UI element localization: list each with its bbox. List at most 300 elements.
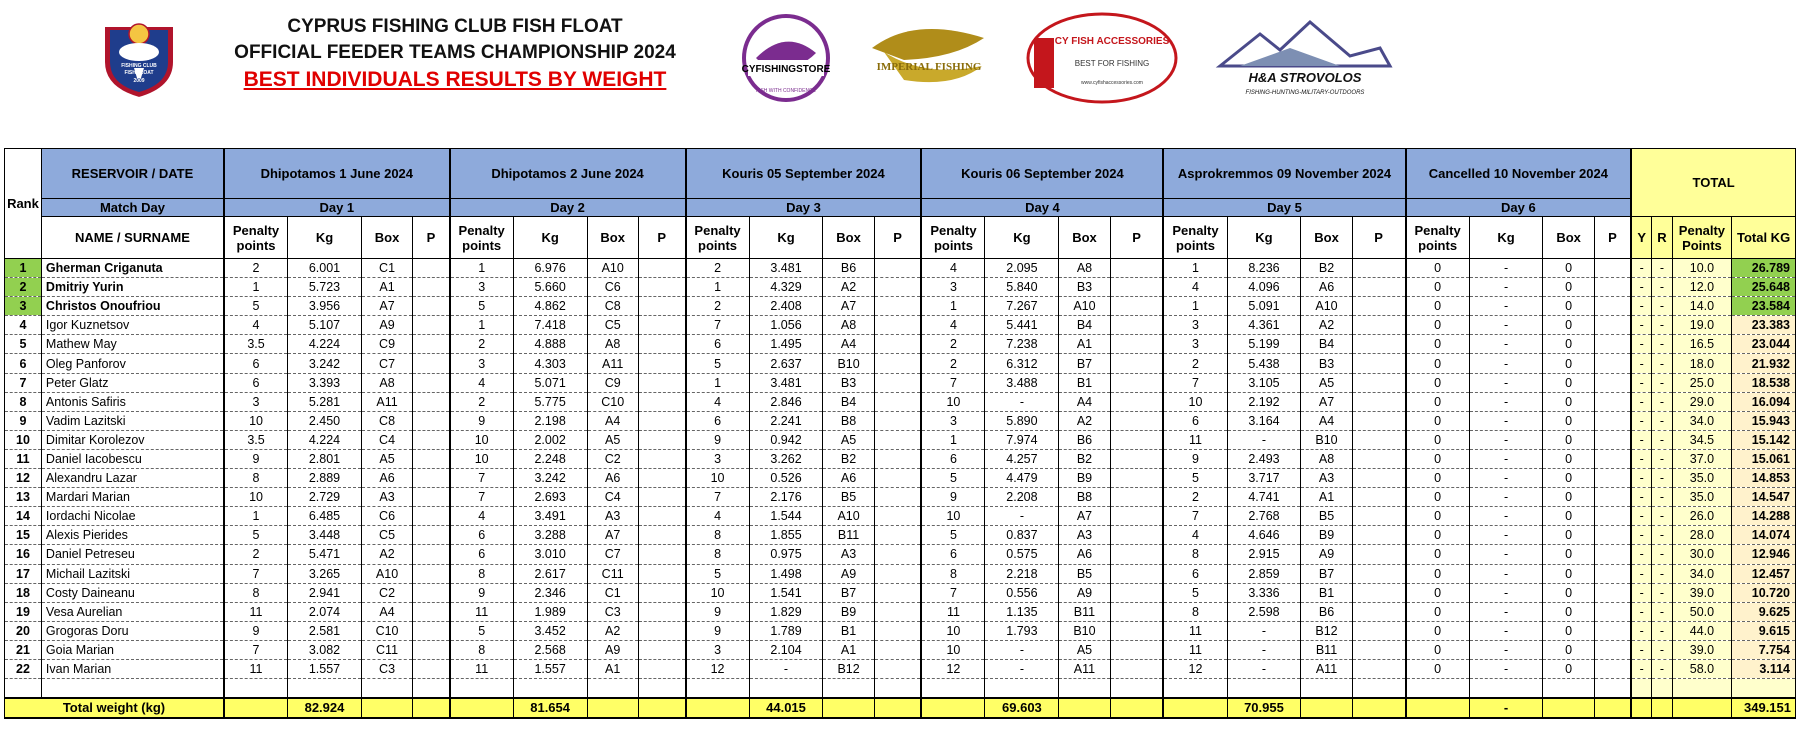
penalty-cell: 6 <box>686 335 750 354</box>
p-cell <box>638 526 685 545</box>
penalty-cell: 0 <box>1406 316 1470 335</box>
kg-cell: 2.598 <box>1227 602 1301 621</box>
penalty-cell: 7 <box>450 488 514 507</box>
p-cell <box>874 278 921 297</box>
box-cell: C4 <box>587 488 638 507</box>
footer-empty-cell <box>823 698 874 718</box>
penalty-cell: 2 <box>1163 488 1227 507</box>
day4-total-weight: 69.603 <box>985 698 1059 718</box>
rank-cell: 14 <box>5 507 42 526</box>
p-cell <box>638 373 685 392</box>
day5-penalty-header: Penalty points <box>1163 217 1227 259</box>
footer-empty-cell <box>1631 698 1652 718</box>
penalty-cell: 6 <box>921 545 985 564</box>
p-cell <box>413 354 450 373</box>
yellow-card-cell: - <box>1631 640 1652 659</box>
penalty-cell: 11 <box>224 602 288 621</box>
day6-kg-header: Kg <box>1469 217 1543 259</box>
p-cell <box>1352 545 1405 564</box>
kg-cell: 3.242 <box>513 469 587 488</box>
box-cell: A6 <box>1059 545 1110 564</box>
kg-cell: 2.002 <box>513 430 587 449</box>
red-card-cell: - <box>1652 488 1673 507</box>
penalty-cell: 11 <box>224 659 288 678</box>
kg-cell: 7.974 <box>985 430 1059 449</box>
box-cell: B7 <box>823 583 874 602</box>
total-weight-label: Total weight (kg) <box>5 698 224 718</box>
red-card-cell: - <box>1652 373 1673 392</box>
p-cell <box>1352 640 1405 659</box>
table-row <box>5 449 1796 468</box>
table-row <box>5 583 1796 602</box>
p-cell <box>1110 507 1163 526</box>
penalty-cell: 2 <box>1163 354 1227 373</box>
name-cell: Gherman Criganuta <box>41 259 224 278</box>
penalty-cell: 5 <box>1163 469 1227 488</box>
penalty-cell: 8 <box>1163 545 1227 564</box>
p-cell <box>413 373 450 392</box>
penalty-cell: 5 <box>1163 583 1227 602</box>
penalty-cell: 11 <box>1163 430 1227 449</box>
p-cell <box>413 583 450 602</box>
p-cell <box>1110 278 1163 297</box>
kg-cell: 5.723 <box>288 278 362 297</box>
box-cell: 0 <box>1543 621 1594 640</box>
box-cell: A8 <box>823 316 874 335</box>
penalty-cell: 0 <box>1406 564 1470 583</box>
day6-penalty-header: Penalty points <box>1406 217 1470 259</box>
p-cell <box>1594 507 1631 526</box>
penalty-cell: 10 <box>921 507 985 526</box>
day1-box-header: Box <box>361 217 412 259</box>
total-kg-cell: 23.383 <box>1732 316 1796 335</box>
kg-cell: 7.267 <box>985 297 1059 316</box>
total-penalty-cell: 19.0 <box>1672 316 1731 335</box>
rank-cell: 19 <box>5 602 42 621</box>
penalty-cell: 6 <box>450 545 514 564</box>
box-cell: B1 <box>1301 583 1352 602</box>
penalty-cell: 1 <box>1163 259 1227 278</box>
table-row <box>5 564 1796 583</box>
box-cell: A4 <box>823 335 874 354</box>
penalty-cell: 1 <box>450 316 514 335</box>
empty-cell <box>1059 679 1110 698</box>
red-card-cell: - <box>1652 640 1673 659</box>
penalty-cell: 9 <box>686 602 750 621</box>
p-cell <box>874 297 921 316</box>
box-cell: A9 <box>823 564 874 583</box>
kg-cell: 5.660 <box>513 278 587 297</box>
penalty-cell: 0 <box>1406 583 1470 602</box>
footer-empty-cell <box>1110 698 1163 718</box>
penalty-cell: 3 <box>1163 316 1227 335</box>
yellow-card-cell: - <box>1631 354 1652 373</box>
rank-cell: 1 <box>5 259 42 278</box>
box-cell: C3 <box>361 659 412 678</box>
box-cell: A5 <box>587 430 638 449</box>
total-kg-cell: 10.720 <box>1732 583 1796 602</box>
p-cell <box>1110 449 1163 468</box>
kg-cell: - <box>985 659 1059 678</box>
p-cell <box>1594 316 1631 335</box>
penalty-cell: 9 <box>686 621 750 640</box>
empty-cell <box>41 679 224 698</box>
total-penalty-cell: 29.0 <box>1672 392 1731 411</box>
box-cell: A4 <box>587 411 638 430</box>
p-cell <box>1594 449 1631 468</box>
empty-cell <box>413 679 450 698</box>
day4-box-header: Box <box>1059 217 1110 259</box>
footer-empty-cell <box>686 698 750 718</box>
club-logo <box>96 12 182 100</box>
box-cell: B11 <box>1301 640 1352 659</box>
empty-cell <box>288 679 362 698</box>
p-cell <box>874 373 921 392</box>
day3-p-header: P <box>874 217 921 259</box>
penalty-cell: 4 <box>686 392 750 411</box>
p-cell <box>1352 392 1405 411</box>
p-cell <box>1110 392 1163 411</box>
rank-cell: 12 <box>5 469 42 488</box>
empty-cell <box>921 679 985 698</box>
rank-cell: 10 <box>5 430 42 449</box>
p-cell <box>1352 621 1405 640</box>
p-cell <box>638 583 685 602</box>
red-card-cell: - <box>1652 411 1673 430</box>
table-row <box>5 621 1796 640</box>
kg-cell: 3.393 <box>288 373 362 392</box>
kg-cell: 1.495 <box>749 335 823 354</box>
day6-label: Day 6 <box>1406 199 1632 217</box>
penalty-cell: 2 <box>450 392 514 411</box>
box-cell: A11 <box>1301 659 1352 678</box>
p-cell <box>1110 297 1163 316</box>
p-cell <box>1352 507 1405 526</box>
empty-cell <box>587 679 638 698</box>
penalty-cell: 9 <box>921 488 985 507</box>
kg-cell: 6.312 <box>985 354 1059 373</box>
p-cell <box>874 469 921 488</box>
box-cell: C1 <box>587 583 638 602</box>
box-cell: C5 <box>587 316 638 335</box>
total-penalty-cell: 37.0 <box>1672 449 1731 468</box>
box-cell: B12 <box>1301 621 1352 640</box>
p-cell <box>1594 392 1631 411</box>
box-cell: B9 <box>1301 526 1352 545</box>
p-cell <box>413 507 450 526</box>
kg-cell: 2.408 <box>749 297 823 316</box>
box-cell: B4 <box>1301 335 1352 354</box>
box-cell: 0 <box>1543 297 1594 316</box>
day2-venue-header: Dhipotamos 2 June 2024 <box>450 149 686 199</box>
footer-empty-cell <box>921 698 985 718</box>
penalty-cell: 5 <box>686 354 750 373</box>
box-cell: C4 <box>361 430 412 449</box>
box-cell: A10 <box>823 507 874 526</box>
penalty-cell: 1 <box>224 507 288 526</box>
p-cell <box>1594 278 1631 297</box>
total-kg-cell: 14.547 <box>1732 488 1796 507</box>
penalty-cell: 10 <box>450 449 514 468</box>
box-cell: C8 <box>587 297 638 316</box>
penalty-cell: 1 <box>224 278 288 297</box>
total-penalty-cell: 50.0 <box>1672 602 1731 621</box>
box-cell: C11 <box>361 640 412 659</box>
kg-cell: 2.218 <box>985 564 1059 583</box>
p-cell <box>874 526 921 545</box>
box-cell: C9 <box>587 373 638 392</box>
kg-cell: 7.418 <box>513 316 587 335</box>
empty-cell <box>1672 679 1731 698</box>
box-cell: 0 <box>1543 278 1594 297</box>
kg-cell: - <box>1469 659 1543 678</box>
box-cell: A4 <box>1059 392 1110 411</box>
day3-penalty-header: Penalty points <box>686 217 750 259</box>
box-cell: A7 <box>1301 392 1352 411</box>
penalty-cell: 2 <box>224 545 288 564</box>
p-cell <box>1594 335 1631 354</box>
p-cell <box>1352 430 1405 449</box>
p-cell <box>413 545 450 564</box>
penalty-cell: 8 <box>1163 602 1227 621</box>
box-cell: A4 <box>361 602 412 621</box>
penalty-cell: 2 <box>686 259 750 278</box>
red-card-cell: - <box>1652 659 1673 678</box>
box-cell: B2 <box>1059 449 1110 468</box>
day2-penalty-header: Penalty points <box>450 217 514 259</box>
penalty-cell: 9 <box>450 583 514 602</box>
empty-cell <box>874 679 921 698</box>
day2-box-header: Box <box>587 217 638 259</box>
kg-cell: 3.288 <box>513 526 587 545</box>
total-kg-cell: 16.094 <box>1732 392 1796 411</box>
box-cell: A8 <box>1301 449 1352 468</box>
p-cell <box>1352 373 1405 392</box>
box-cell: A2 <box>1301 316 1352 335</box>
total-kg-cell: 21.932 <box>1732 354 1796 373</box>
kg-cell: 2.104 <box>749 640 823 659</box>
total-penalty-cell: 35.0 <box>1672 488 1731 507</box>
penalty-cell: 9 <box>1163 449 1227 468</box>
box-cell: A4 <box>1301 411 1352 430</box>
kg-cell: 3.265 <box>288 564 362 583</box>
kg-cell: - <box>985 507 1059 526</box>
kg-cell: 2.493 <box>1227 449 1301 468</box>
day5-p-header: P <box>1352 217 1405 259</box>
box-cell: B8 <box>823 411 874 430</box>
yellow-card-cell: - <box>1631 449 1652 468</box>
kg-cell: 1.557 <box>513 659 587 678</box>
kg-cell: - <box>985 640 1059 659</box>
rank-cell: 16 <box>5 545 42 564</box>
p-cell <box>638 297 685 316</box>
kg-cell: - <box>1469 392 1543 411</box>
penalty-cell: 7 <box>921 373 985 392</box>
name-cell: Ivan Marian <box>41 659 224 678</box>
page-header <box>0 0 1800 148</box>
p-cell <box>1110 564 1163 583</box>
box-cell: C10 <box>361 621 412 640</box>
penalty-cell: 10 <box>921 621 985 640</box>
total-penalty-cell: 39.0 <box>1672 640 1731 659</box>
total-penalty-cell: 35.0 <box>1672 469 1731 488</box>
red-card-cell: - <box>1652 449 1673 468</box>
penalty-cell: 6 <box>686 411 750 430</box>
footer-empty-cell <box>1406 698 1470 718</box>
p-cell <box>638 621 685 640</box>
sponsor-logo-cy-fish-accessories <box>1020 8 1180 108</box>
kg-cell: - <box>1227 621 1301 640</box>
kg-cell: - <box>1469 430 1543 449</box>
penalty-cell: 11 <box>450 602 514 621</box>
penalty-cell: 10 <box>686 469 750 488</box>
box-cell: A5 <box>1059 640 1110 659</box>
box-cell: 0 <box>1543 392 1594 411</box>
penalty-cell: 10 <box>450 430 514 449</box>
box-cell: A3 <box>587 507 638 526</box>
box-cell: 0 <box>1543 564 1594 583</box>
p-cell <box>1594 488 1631 507</box>
yellow-card-cell: - <box>1631 316 1652 335</box>
total-kg-cell: 12.946 <box>1732 545 1796 564</box>
penalty-cell: 0 <box>1406 373 1470 392</box>
empty-cell <box>1163 679 1227 698</box>
box-cell: B11 <box>823 526 874 545</box>
box-cell: A5 <box>1301 373 1352 392</box>
box-cell: A6 <box>1301 278 1352 297</box>
day3-box-header: Box <box>823 217 874 259</box>
box-cell: B4 <box>823 392 874 411</box>
box-cell: A7 <box>587 526 638 545</box>
total-penalty-cell: 16.5 <box>1672 335 1731 354</box>
p-cell <box>874 583 921 602</box>
red-card-cell: - <box>1652 583 1673 602</box>
kg-cell: 4.741 <box>1227 488 1301 507</box>
kg-cell: - <box>1469 259 1543 278</box>
y-header: Y <box>1631 217 1652 259</box>
penalty-cell: 0 <box>1406 507 1470 526</box>
red-card-cell: - <box>1652 297 1673 316</box>
day6-total-weight: - <box>1469 698 1543 718</box>
name-cell: Iordachi Nicolae <box>41 507 224 526</box>
footer-empty-cell <box>1301 698 1352 718</box>
kg-cell: 0.575 <box>985 545 1059 564</box>
kg-cell: - <box>1469 545 1543 564</box>
box-cell: 0 <box>1543 488 1594 507</box>
red-card-cell: - <box>1652 507 1673 526</box>
total-penalty-cell: 58.0 <box>1672 659 1731 678</box>
svg-text:IMPERIAL FISHING: IMPERIAL FISHING <box>876 61 982 73</box>
kg-cell: 3.717 <box>1227 469 1301 488</box>
p-cell <box>1594 640 1631 659</box>
penalty-cell: 7 <box>686 488 750 507</box>
p-cell <box>874 507 921 526</box>
results-table <box>4 148 1796 719</box>
box-cell: A5 <box>361 449 412 468</box>
p-cell <box>413 526 450 545</box>
empty-cell <box>513 679 587 698</box>
penalty-cell: 1 <box>450 259 514 278</box>
kg-cell: 2.889 <box>288 469 362 488</box>
total-kg-cell: 26.789 <box>1732 259 1796 278</box>
total-kg-cell: 18.538 <box>1732 373 1796 392</box>
day5-venue-header: Asprokremmos 09 November 2024 <box>1163 149 1405 199</box>
name-cell: Daniel Iacobescu <box>41 449 224 468</box>
day1-label: Day 1 <box>224 199 450 217</box>
p-cell <box>1594 545 1631 564</box>
footer-empty-cell <box>450 698 514 718</box>
penalty-cell: 2 <box>921 354 985 373</box>
box-cell: B10 <box>823 354 874 373</box>
penalty-cell: 3 <box>686 640 750 659</box>
kg-cell: 6.001 <box>288 259 362 278</box>
kg-cell: 1.557 <box>288 659 362 678</box>
p-cell <box>874 354 921 373</box>
kg-cell: 5.438 <box>1227 354 1301 373</box>
day1-p-header: P <box>413 217 450 259</box>
p-cell <box>638 545 685 564</box>
day3-total-weight: 44.015 <box>749 698 823 718</box>
p-cell <box>1594 297 1631 316</box>
kg-cell: 4.224 <box>288 335 362 354</box>
penalty-cell: 1 <box>686 278 750 297</box>
day6-p-header: P <box>1594 217 1631 259</box>
empty-cell <box>686 679 750 698</box>
kg-cell: - <box>1469 507 1543 526</box>
kg-cell: - <box>1469 602 1543 621</box>
penalty-cell: 1 <box>921 430 985 449</box>
penalty-cell: 3.5 <box>224 430 288 449</box>
p-cell <box>874 259 921 278</box>
kg-cell: 1.989 <box>513 602 587 621</box>
p-cell <box>1110 545 1163 564</box>
p-cell <box>1110 259 1163 278</box>
kg-cell: 4.096 <box>1227 278 1301 297</box>
rank-cell: 11 <box>5 449 42 468</box>
total-penalty-cell: 34.0 <box>1672 564 1731 583</box>
kg-cell: 4.479 <box>985 469 1059 488</box>
day6-venue-header: Cancelled 10 November 2024 <box>1406 149 1632 199</box>
footer-empty-cell <box>874 698 921 718</box>
box-cell: A10 <box>361 564 412 583</box>
table-row <box>5 640 1796 659</box>
day5-box-header: Box <box>1301 217 1352 259</box>
red-card-cell: - <box>1652 564 1673 583</box>
red-card-cell: - <box>1652 545 1673 564</box>
penalty-cell: 4 <box>224 316 288 335</box>
box-cell: B10 <box>1301 430 1352 449</box>
box-cell: B9 <box>1059 469 1110 488</box>
kg-cell: 3.164 <box>1227 411 1301 430</box>
empty-cell <box>985 679 1059 698</box>
kg-cell: 2.208 <box>985 488 1059 507</box>
box-cell: B1 <box>823 621 874 640</box>
kg-cell: 1.541 <box>749 583 823 602</box>
box-cell: A10 <box>587 259 638 278</box>
red-card-cell: - <box>1652 316 1673 335</box>
box-cell: A3 <box>1301 469 1352 488</box>
kg-cell: 5.840 <box>985 278 1059 297</box>
total-penalty-cell: 30.0 <box>1672 545 1731 564</box>
footer-empty-cell <box>224 698 288 718</box>
p-cell <box>1352 297 1405 316</box>
p-cell <box>413 449 450 468</box>
sponsor-logo-cyfishingstore <box>726 8 846 118</box>
kg-cell: 2.450 <box>288 411 362 430</box>
box-cell: C8 <box>361 411 412 430</box>
box-cell: 0 <box>1543 449 1594 468</box>
penalty-cell: 3 <box>450 278 514 297</box>
